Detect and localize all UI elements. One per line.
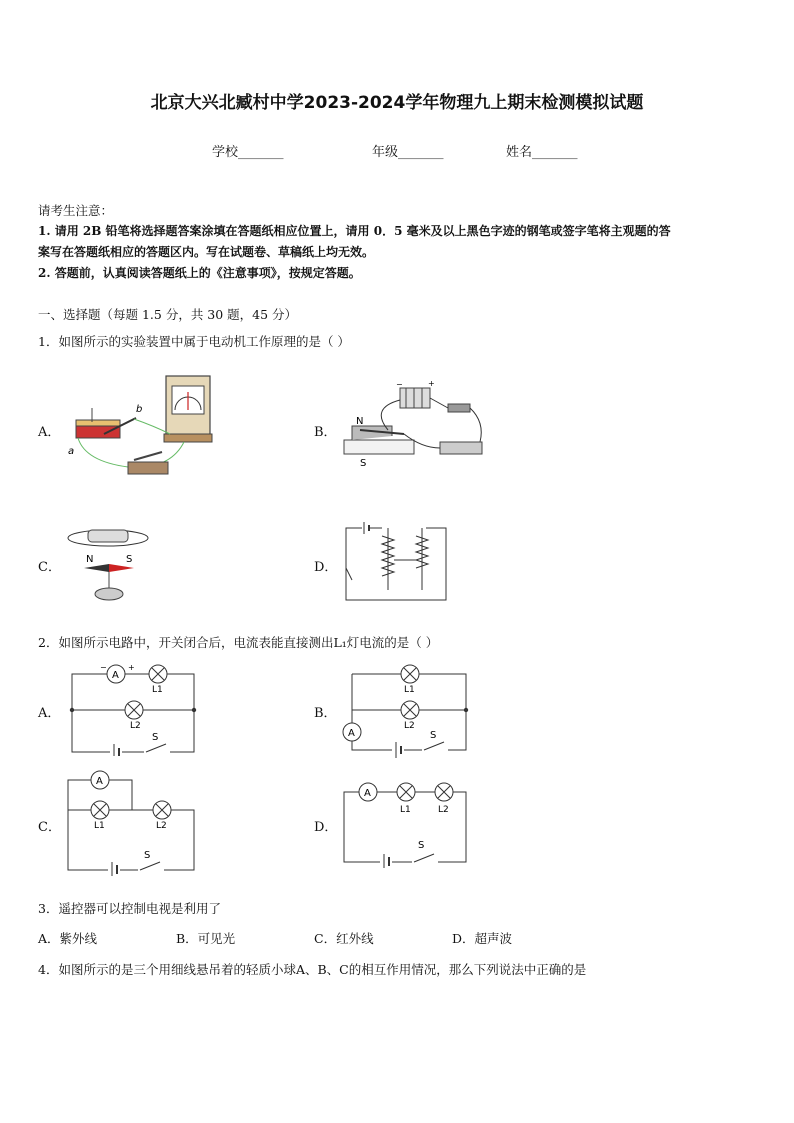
q1-option-c: C． [38,560,61,575]
grade-field: 年级_______ [372,145,444,160]
switch-label-c: S [144,850,151,861]
q1-figure-b [340,378,490,470]
q2-circuit-b [340,660,470,758]
q4-stem: 4．如图所示的是三个用细线悬吊着的轻质小球A、B、C的相互作用情况，那么下列说法中正确的是 [38,962,587,977]
q3-option-a: A．紫外线 [38,931,98,946]
ammeter-label: A [112,670,119,681]
switch-label-b: S [430,730,437,741]
q2-option-b: B． [314,706,337,721]
q2-stem: 2．如图所示电路中，开关闭合后，电流表能直接测出L₁灯电流的是（ ） [38,635,439,650]
q2-option-c: C． [38,820,61,835]
ammeter-label-d: A [364,788,371,799]
label-b: b [136,404,143,415]
notice-line-1: 1. 请用 2B 铅笔将选择题答案涂填在答题纸相应位置上，请用 0．5 毫米及以上黑色字迹的钢笔或签字笔将主观题的答 [38,224,671,238]
label-s-c: S [126,554,133,565]
l1-label: L1 [152,685,163,695]
q3-option-d: D．超声波 [452,931,513,946]
name-field: 姓名_______ [506,145,578,160]
q1-option-b: B． [314,425,337,440]
switch-label: S [152,732,159,743]
label-n-c: N [86,554,94,565]
l2-label-c: L2 [156,821,167,831]
notice-heading: 请考生注意： [38,203,114,218]
switch-label-d: S [418,840,425,851]
l1-label-d: L1 [400,805,411,815]
label-a: a [68,446,75,457]
label-n: N [356,416,364,427]
l1-label-b: L1 [404,685,415,695]
q3-option-c: C．红外线 [314,931,374,946]
ammeter-label-c: A [96,776,103,787]
q1-figure-d [342,520,450,604]
q3-option-b: B．可见光 [176,931,236,946]
q2-circuit-d [340,772,470,868]
minus-a: − [100,663,107,672]
minus-sign: − [396,380,403,389]
q2-circuit-c [62,766,198,876]
notice-line-3: 2. 答题前，认真阅读答题纸上的《注意事项》，按规定答题。 [38,266,361,280]
l2-label-b: L2 [404,721,415,731]
q1-figure-a [62,372,222,484]
q1-stem: 1．如图所示的实验装置中属于电动机工作原理的是（ ） [38,334,350,349]
section-heading: 一、选择题（每题 1.5 分，共 30 题，45 分） [38,307,298,322]
q1-option-a: A． [38,425,61,440]
q1-figure-c [64,522,156,606]
q1-option-d: D． [314,560,338,575]
page-title: 北京大兴北臧村中学2023-2024学年物理九上期末检测模拟试题 [150,93,644,113]
label-s: S [360,458,367,469]
ammeter-label-b: A [348,728,355,739]
q2-option-d: D． [314,820,338,835]
plus-a: + [128,663,135,672]
plus-sign: + [428,379,435,388]
l1-label-c: L1 [94,821,105,831]
q2-circuit-a [66,660,198,756]
l2-label: L2 [130,721,141,731]
notice-line-2: 案写在答题纸相应的答题区内。写在试题卷、草稿纸上均无效。 [38,245,375,259]
q2-option-a: A． [38,706,61,721]
school-field: 学校_______ [212,145,284,160]
l2-label-d: L2 [438,805,449,815]
q3-stem: 3．遥控器可以控制电视是利用了 [38,901,221,916]
